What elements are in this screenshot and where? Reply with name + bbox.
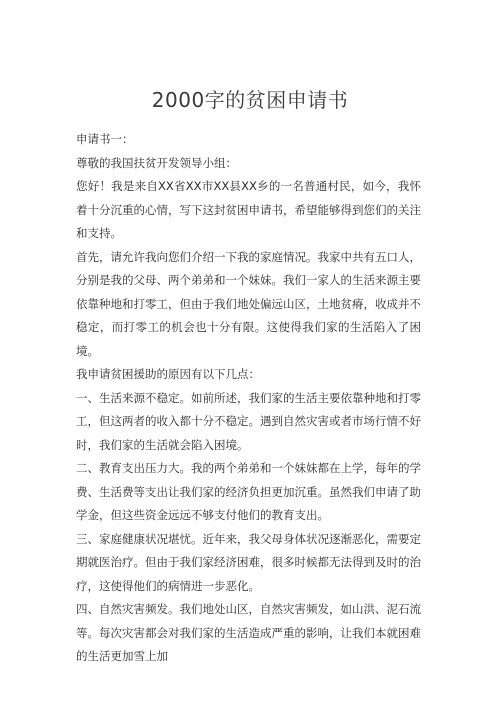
- paragraph-reason-3: 三、家庭健康状况堪忧。近年来，我父母身体状况逐渐恶化，需要定期就医治疗。但由于我们家经济困难，很多时候都无法得到及时的治疗，这使得他们的病情进一步恶化。: [76, 531, 421, 593]
- paragraph-reason-1: 一、生活来源不稳定。如前所述，我们家的生活主要依靠种地和打零工，但这两者的收入都十分不稳定。遇到自然灾害或者市场行情不好时，我们家的生活就会陷入困境。: [76, 390, 421, 452]
- paragraph-salutation: 尊敬的我国扶贫开发领导小组：: [76, 155, 237, 170]
- paragraph-heading: 申请书一：: [76, 132, 134, 146]
- document-body: [76, 128, 421, 669]
- paragraph-reasons-intro: 我申请贫困援助的原因有以下几点：: [76, 367, 260, 381]
- document-title: 2000字的贫困申请书: [151, 88, 349, 112]
- paragraph-greeting: 您好！我是来自XX省XX市XX县XX乡的一名普通村民，如今，我怀着十分沉重的心情，写下这封贫困申请书，希望能够得到您们的关注和支持。: [76, 179, 421, 240]
- paragraph-reason-4: 四、自然灾害频发。我们地处山区，自然灾害频发，如山洪、泥石流等。每次灾害都会对我们家的生活造成严重的影响，让我们本就困难的生活更加雪上加: [76, 602, 421, 663]
- paragraph-family-intro: 首先，请允许我向您们介绍一下我的家庭情况。我家中共有五口人，分别是我的父母、两个弟弟和一个妹妹。我们一家人的生活来源主要依靠种地和打零工，但由于我们地处偏远山区，土地贫瘠，收成并不稳定，而打零工的机会也十分有限。这使得我们家的生活陷入了困境。: [76, 249, 421, 358]
- paragraph-reason-2: 二、教育支出压力大。我的两个弟弟和一个妹妹都在上学，每年的学费、生活费等支出让我们家的经济负担更加沉重。虽然我们申请了助学金，但这些资金远远不够支付他们的教育支出。: [76, 461, 421, 522]
